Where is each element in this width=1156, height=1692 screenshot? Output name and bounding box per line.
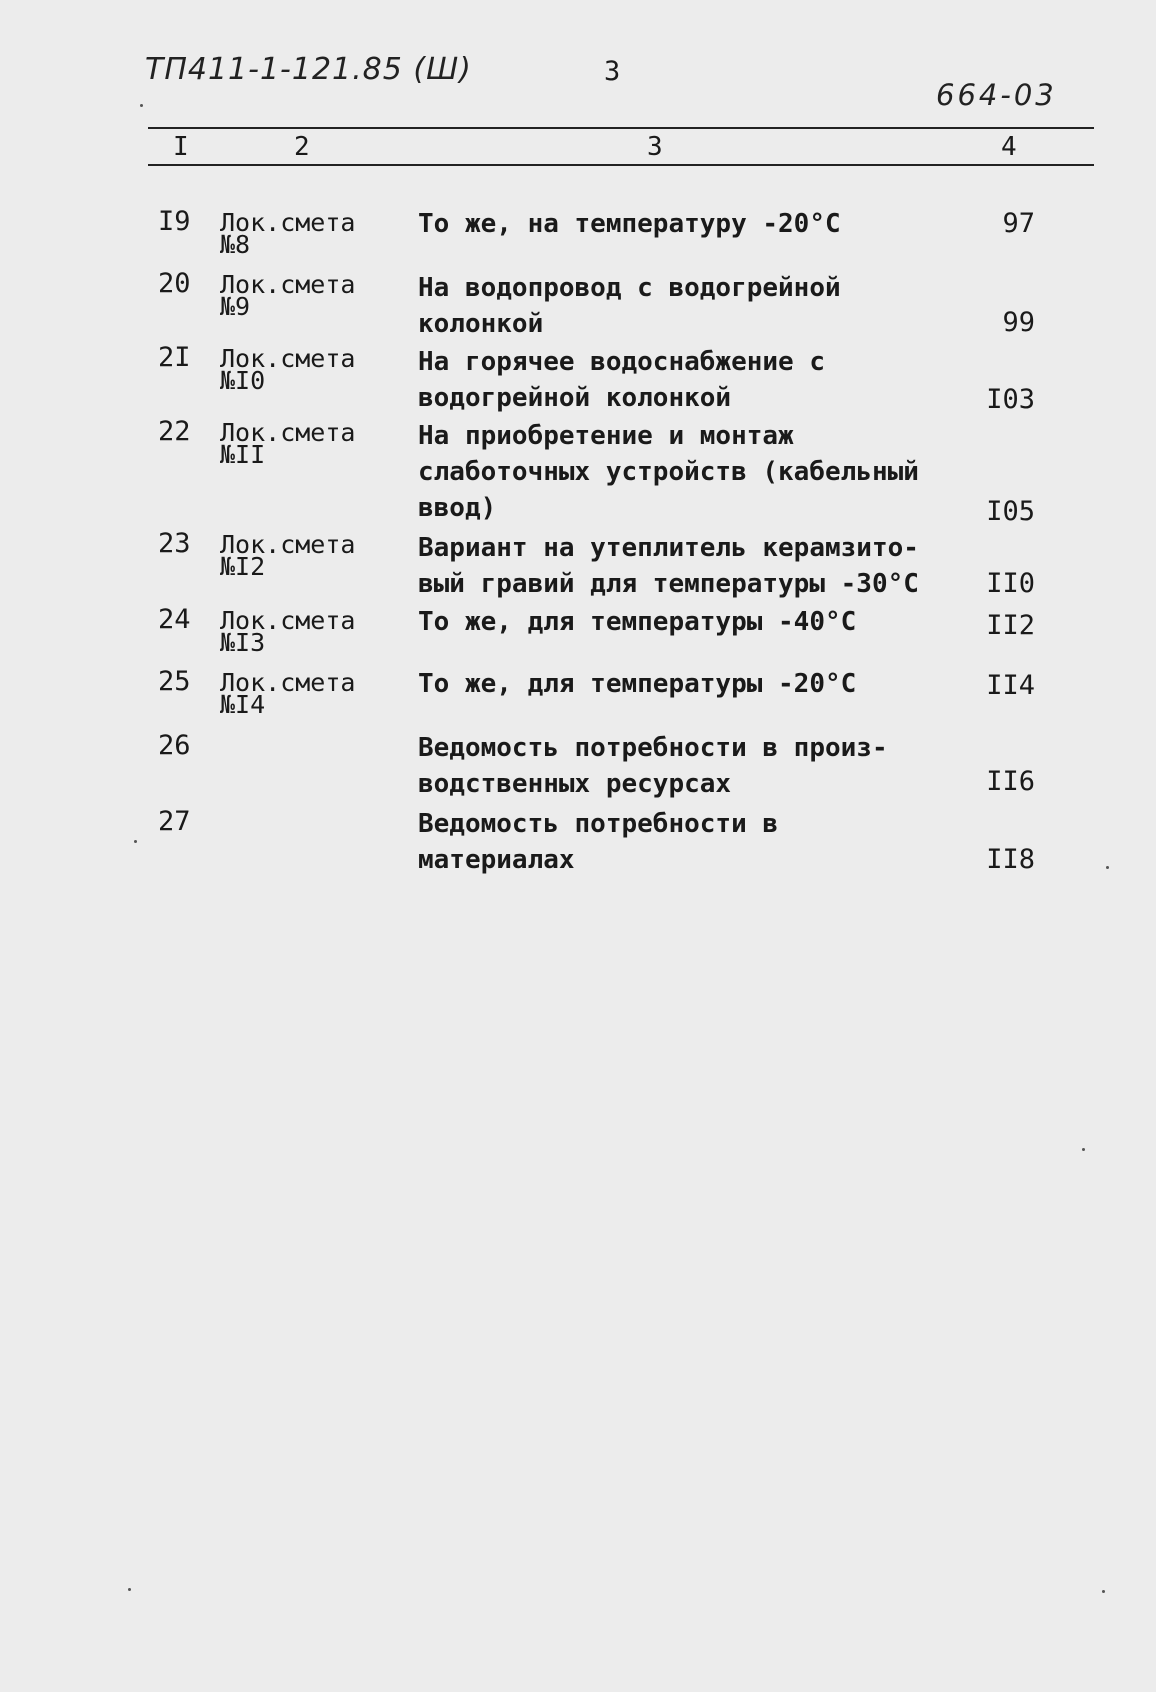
header-rule-bottom <box>148 164 1094 166</box>
document-type: Лок.смета <box>220 344 356 373</box>
document-type: Лок.смета <box>220 606 356 635</box>
document-code: ТП411-1-121.85 (Ш) <box>145 52 472 87</box>
row-description <box>418 806 778 878</box>
row-number: 20 <box>158 268 191 299</box>
column-header-2: 2 <box>294 132 310 162</box>
document-number: №I3 <box>220 628 266 657</box>
description-line: Вариант на утеплитель керамзито- <box>418 533 919 563</box>
scan-speck <box>140 104 143 107</box>
description-line: водственных ресурсах <box>418 769 732 799</box>
document-number: №II <box>220 440 266 469</box>
row-document <box>220 418 356 469</box>
column-header-1: I <box>173 132 189 162</box>
description-line: ввод) <box>418 493 497 523</box>
header-rule-top <box>148 127 1094 129</box>
row-page: 99 <box>1002 307 1035 338</box>
description-line: слаботочных устройств (кабельный <box>418 457 919 487</box>
row-page: II6 <box>986 766 1035 797</box>
row-description <box>418 666 856 702</box>
column-header-4: 4 <box>1001 132 1017 162</box>
document-number: №I0 <box>220 366 266 395</box>
document-type: Лок.смета <box>220 668 356 697</box>
row-page: I03 <box>986 384 1035 415</box>
description-line: колонкой <box>418 309 544 339</box>
row-page: I05 <box>986 496 1035 527</box>
document-type: Лок.смета <box>220 530 356 559</box>
row-number: 23 <box>158 528 191 559</box>
row-description <box>418 418 919 526</box>
row-document <box>220 530 356 581</box>
description-line: Ведомость потребности в <box>418 809 779 839</box>
row-page: II0 <box>986 568 1035 599</box>
row-document <box>220 606 356 657</box>
row-description <box>418 604 856 640</box>
row-number: 24 <box>158 604 191 635</box>
row-description <box>418 730 888 802</box>
scan-speck <box>1102 1590 1105 1593</box>
scan-speck <box>1106 866 1109 869</box>
row-number: 27 <box>158 806 191 837</box>
row-document <box>220 668 356 719</box>
row-document <box>220 270 356 321</box>
document-number: №I2 <box>220 552 266 581</box>
row-page: II8 <box>986 844 1035 875</box>
sheet-code: 664-03 <box>936 78 1057 112</box>
document-type: Лок.смета <box>220 270 356 299</box>
scan-speck <box>134 840 137 843</box>
row-document <box>220 208 356 259</box>
scan-speck <box>128 1588 131 1591</box>
document-type: Лок.смета <box>220 418 356 447</box>
row-page: 97 <box>1002 208 1035 239</box>
row-description <box>418 270 841 342</box>
row-description <box>418 206 841 242</box>
description-line: На водопровод с водогрейной <box>418 273 841 303</box>
row-page: II2 <box>986 610 1035 641</box>
description-line: То же, для температуры -40°С <box>418 607 857 637</box>
page-number: 3 <box>604 56 621 87</box>
description-line: материалах <box>418 845 575 875</box>
scan-speck <box>1082 1148 1085 1151</box>
row-number: 2I <box>158 342 191 373</box>
row-number: I9 <box>158 206 191 237</box>
document-number: №I4 <box>220 690 266 719</box>
row-description <box>418 344 825 416</box>
description-line: То же, для температуры -20°С <box>418 669 857 699</box>
row-number: 22 <box>158 416 191 447</box>
description-line: На приобретение и монтаж <box>418 421 794 451</box>
row-page: II4 <box>986 670 1035 701</box>
document-type: Лок.смета <box>220 208 356 237</box>
row-number: 25 <box>158 666 191 697</box>
description-line: На горячее водоснабжение с <box>418 347 825 377</box>
document-number: №8 <box>220 230 251 259</box>
description-line: Ведомость потребности в произ- <box>418 733 888 763</box>
column-header-3: 3 <box>647 132 663 162</box>
row-document <box>220 344 356 395</box>
description-line: То же, на температуру -20°С <box>418 209 841 239</box>
description-line: вый гравий для температуры -30°С <box>418 569 919 599</box>
description-line: водогрейной колонкой <box>418 383 732 413</box>
document-number: №9 <box>220 292 251 321</box>
row-description <box>418 530 919 602</box>
row-number: 26 <box>158 730 191 761</box>
